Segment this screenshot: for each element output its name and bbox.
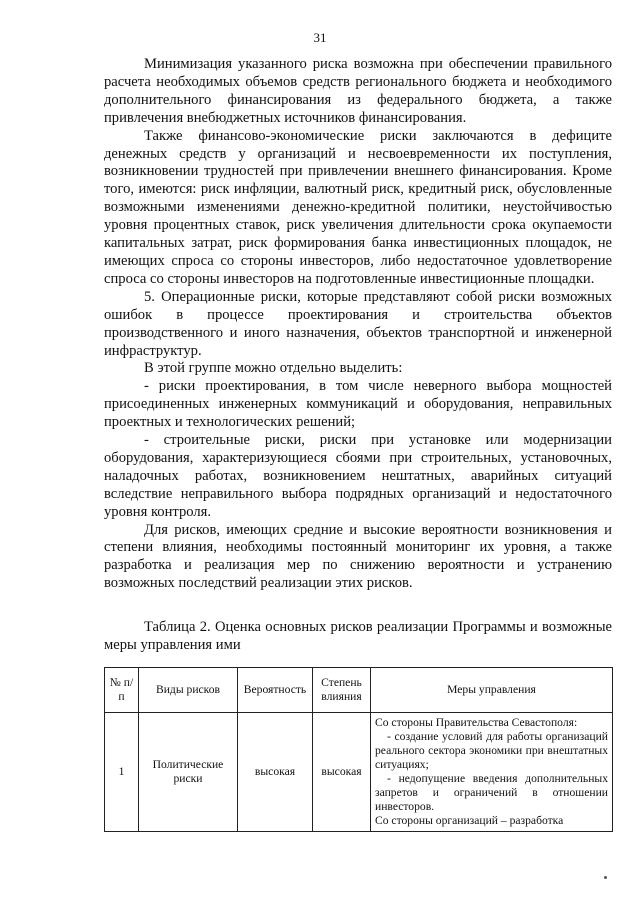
paragraph-construction-risks: - строительные риски, риски при установке или модернизации оборудования, характеризующиеся сбоями при строительных, установочных, наладочных работах, возникновением нештатных, аварийных ситуаций вследствие неправильного выбора подрядных организаций и недостаточного уровня контроля.: [104, 432, 612, 520]
cell-risk-type: Политические риски: [139, 713, 238, 832]
paragraph-operational-risks: 5. Операционные риски, которые представляют собой риски возможных ошибок в процессе проектирования и строительства объектов производственного и иного назначения, объектов транспортной и инженерной инфраструктур.: [104, 288, 612, 359]
body-text: [104, 56, 612, 593]
measure-line: - недопущение введения дополнительных запретов и ограничений в отношении инвесторов.: [375, 772, 608, 813]
risk-table: [104, 667, 613, 832]
scan-speck: [604, 876, 607, 879]
table-header-row: [105, 668, 613, 713]
measure-line: Со стороны Правительства Севастополя:: [375, 716, 578, 729]
cell-number: 1: [105, 713, 139, 832]
paragraph-financial-risks: Также финансово-экономические риски заключаются в дефиците денежных средств у организаций и несвоевременности их поступления, возникновении трудностей при привлечении внешнего финансирования. Кроме того, имеются: риск инфляции, валютный риск, кредитный риск, обусловленные возможными изменениями денежно-кредитной политики, неустойчивостью уровня процентных ставок, риск увеличения длительности срока окупаемости капитальных затрат, риск формирования банка инвестиционных площадок, не имеющих спроса со стороны инвесторов, либо недостаточное удовлетворение спроса со стороны инвесторов на подготовленные инвестиционные площадки.: [104, 127, 612, 287]
page-number: 31: [313, 30, 327, 45]
header-risk-type: Виды рисков: [139, 668, 238, 713]
table-row: [105, 713, 613, 832]
cell-probability: высокая: [238, 713, 313, 832]
header-number: № п/п: [105, 668, 139, 713]
measure-line: - создание условий для работы организаций реального сектора экономики при внештатных ситуациях;: [375, 730, 608, 771]
header-probability: Вероятность: [238, 668, 313, 713]
paragraph-design-risks: - риски проектирования, в том числе неверного выбора мощностей присоединенных инженерных коммуникаций и оборудования, неправильных проектных и технологических решений;: [104, 378, 612, 431]
paragraph-risk-minimization: Минимизация указанного риска возможна при обеспечении правильного расчета необходимых объемов средств регионального бюджета и необходимого дополнительного финансирования из федерального бюджета, а также привлечения внебюджетных источников финансирования.: [104, 56, 612, 126]
cell-measures: [371, 713, 613, 832]
paragraph-group-intro: В этой группе можно отдельно выделить:: [144, 360, 403, 377]
cell-impact: высокая: [313, 713, 371, 832]
table-caption: Таблица 2. Оценка основных рисков реализации Программы и возможные меры управления ими: [104, 619, 612, 653]
measure-line: Со стороны организаций – разработка: [375, 814, 564, 827]
header-impact: Степень влияния: [313, 668, 371, 713]
header-measures: Меры управления: [371, 668, 613, 713]
paragraph-monitoring: Для рисков, имеющих средние и высокие вероятности возникновения и степени влияния, необходимы постоянный мониторинг их уровня, а также разработка и реализация мер по снижению вероятности и устранению возможных последствий реализации этих рисков.: [104, 521, 612, 592]
